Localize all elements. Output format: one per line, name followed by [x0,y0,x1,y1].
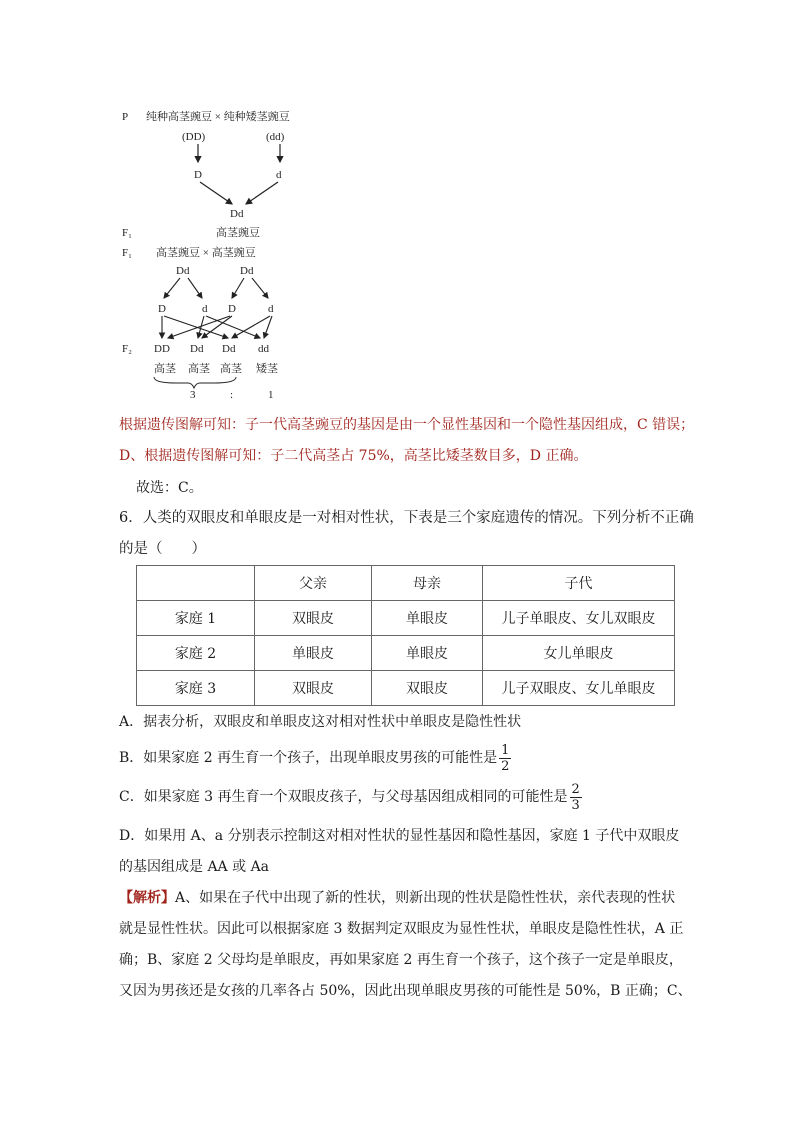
table-header-cell: 母亲 [372,566,483,601]
table-cell: 双眼皮 [372,671,483,706]
table-cell: 家庭 3 [137,671,255,706]
table-cell: 单眼皮 [255,636,372,671]
table-cell: 单眼皮 [372,636,483,671]
family-inheritance-table [136,565,675,706]
option-d-line-2: 的基因组成是 AA 或 Aa [119,859,270,875]
f1-label-2: F₁ [122,247,132,259]
p-label: P [122,111,129,123]
option-b-text: B．如果家庭 2 再生育一个孩子，出现单眼皮男孩的可能性是 [119,750,498,766]
gamete-1: D [158,303,166,315]
explanation-line-2: 就是显性性状。因此可以根据家庭 3 数据判定双眼皮为显性性状，单眼皮是隐性性状，A 正 [119,921,684,937]
genetic-cross-diagram [118,100,348,400]
f2-phenotype-4: 矮茎 [256,363,278,375]
answer-text: 故选：C。 [136,480,203,496]
option-c [119,780,582,814]
f2-genotype-3: Dd [222,343,236,355]
option-d-line-1: D．如果用 A、a 分别表示控制这对相对性状的显性基因和隐性基因，家庭 1 子代中双眼皮 [119,828,680,844]
parent-right-genotype: Dd [240,265,254,277]
gamete-4: d [268,303,274,315]
option-c-text: C．如果家庭 3 再生育一个双眼皮孩子，与父母基因组成相同的可能性是 [119,789,568,805]
table-header-cell: 父亲 [255,566,372,601]
f2-genotype-1: DD [154,343,170,355]
option-b [119,741,511,775]
gamete-D: D [194,169,202,181]
option-a: A．据表分析，双眼皮和单眼皮这对相对性状中单眼皮是隐性性状 [119,714,522,730]
parent-left-genotype: Dd [176,265,190,277]
arrow-pr-g4 [252,278,268,298]
f1-label: F₁ [122,227,132,239]
f2-genotype-4: dd [258,343,269,355]
p-cross-text: 纯种高茎豌豆 × 纯种矮茎豌豆 [146,111,290,123]
explanation-line-1-text: A、如果在子代中出现了新的性状，则新出现的性状是隐性性状，亲代表现的性状 [175,890,676,906]
ratio-left: 3 [190,389,196,400]
arrow-d-to-Dd [246,182,278,204]
explanation-tag: 【解析】 [119,890,175,906]
arrow-pr-g3 [232,278,244,298]
fraction-numerator: 2 [571,781,580,797]
table-cell: 儿子双眼皮、女儿单眼皮 [483,671,675,706]
fraction-denominator: 2 [501,758,510,774]
arrow-D-to-Dd [200,182,232,204]
table-cell: 女儿单眼皮 [483,636,675,671]
f2-phenotype-3: 高茎 [220,363,242,375]
gamete-d: d [276,169,282,181]
table-cell: 双眼皮 [255,601,372,636]
analysis-line-1: 根据遗传图解可知：子一代高茎豌豆的基因是由一个显性基因和一个隐性基因组成，C 错误； [119,417,695,433]
explanation-line-4: 又因为男孩还是女孩的几率各占 50%，因此出现单眼皮男孩的可能性是 50%，B 正确；C、 [119,983,692,999]
explanation-line-1 [119,888,675,908]
explanation-line-3: 确；B、家庭 2 父母均是单眼皮，再如果家庭 2 再生育一个孩子，这个孩子一定是单眼皮， [119,952,683,968]
dd-small-genotype: (dd) [266,131,285,143]
table-header-row [137,566,675,601]
cross-diagram-svg [118,100,348,400]
table-row [137,601,675,636]
option-c-fraction [570,783,582,812]
table-cell: 家庭 1 [137,601,255,636]
ratio-colon: : [230,389,234,400]
table-cell: 双眼皮 [255,671,372,706]
option-b-fraction [499,744,511,773]
table-cell: 家庭 2 [137,636,255,671]
dd-big-genotype: (DD) [182,131,206,143]
analysis-line-2: D、根据遗传图解可知：子二代高茎占 75%，高茎比矮茎数目多，D 正确。 [119,448,588,464]
table-header-cell: 子代 [483,566,675,601]
arrow-pl-g2 [188,278,202,298]
ratio-brace [154,377,236,388]
arrow-g1-f2c [164,316,228,338]
f2-genotype-2: Dd [190,343,204,355]
f1-genotype: Dd [230,208,244,220]
question-6-line-2: 的是（ ） [119,541,206,557]
f2-phenotype-1: 高茎 [154,363,176,375]
f2-phenotype-2: 高茎 [188,363,210,375]
fraction-numerator: 1 [501,742,510,758]
fraction-denominator: 3 [571,797,580,813]
f2-label: F₂ [122,343,132,355]
question-6-line-1: 6．人类的双眼皮和单眼皮是一对相对性状，下表是三个家庭遗传的情况。下列分析不正确 [119,510,694,526]
arrow-pl-g1 [164,278,180,298]
table-header-cell [137,566,255,601]
f1-cross-text: 高茎豌豆 × 高茎豌豆 [156,247,256,259]
table-row [137,636,675,671]
ratio-right: 1 [268,389,274,400]
gamete-2: d [202,303,208,315]
table-row [137,671,675,706]
table-cell: 儿子单眼皮、女儿双眼皮 [483,601,675,636]
f1-phenotype: 高茎豌豆 [216,227,260,239]
gamete-3: D [228,303,236,315]
table-cell: 单眼皮 [372,601,483,636]
